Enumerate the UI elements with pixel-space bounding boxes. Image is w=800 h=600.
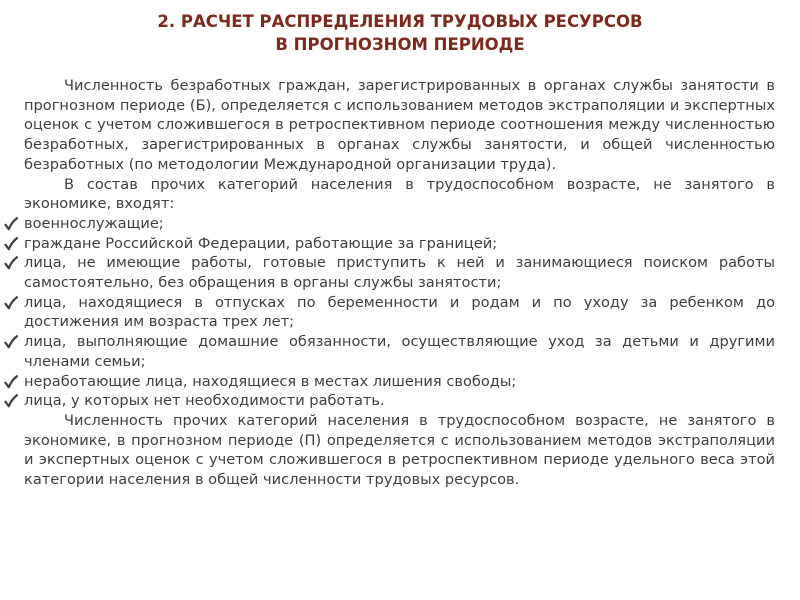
- list-item: [24, 372, 775, 392]
- list-item-text: граждане Российской Федерации, работающие за границей;: [24, 234, 498, 252]
- list-item: [24, 332, 775, 371]
- list-item: [24, 293, 775, 332]
- list-item-text: неработающие лица, находящиеся в местах лишения свободы;: [24, 372, 517, 390]
- list-item-text: лица, находящиеся в отпусках по беременности и родам и по уходу за ребенком до достижения им возраста трех лет;: [24, 293, 775, 331]
- checkmark-icon: [4, 237, 18, 251]
- list-item-text: лица, не имеющие работы, готовые приступить к ней и занимающиеся поиском работы самостоятельно, без обращения в органы службы занятости;: [24, 254, 775, 292]
- checkmark-icon: [4, 296, 18, 310]
- list-item: [24, 391, 775, 411]
- checkmark-icon: [4, 335, 18, 349]
- paragraph-other-categories: Численность прочих категорий населения в трудоспособном возрасте, не занятого в экономике, в прогнозном периоде (П) определяется с использованием методов экстраполяции и экспертных оценок с учетом сложившегося в ретроспективном периоде удельного веса этой категории населения в общей численности трудовых ресурсов.: [24, 411, 775, 489]
- checkmark-icon: [4, 217, 18, 231]
- list-item-text: военнослужащие;: [24, 214, 164, 232]
- paragraph-unemployed: Численность безработных граждан, зарегистрированных в органах службы занятости в прогнозном периоде (Б), определяется с использованием методов экстраполяции и экспертных оценок с учетом сложившегося в ретроспективном периоде соотношения между численностью безработных, зарегистрированных в органах службы занятости, и общей численностью безработных (по методологии Международной организации труда).: [24, 77, 775, 173]
- slide-content: [0, 76, 800, 490]
- list-item-text: лица, у которых нет необходимости работать.: [24, 392, 385, 410]
- list-item-text: лица, выполняющие домашние обязанности, осуществляющие уход за детьми и другими членами семьи;: [24, 333, 775, 370]
- checkmark-icon: [4, 375, 18, 389]
- slide-title: [0, 10, 800, 56]
- title-line-2: В ПРОГНОЗНОМ ПЕРИОДЕ: [275, 35, 525, 54]
- list-item: [24, 253, 775, 292]
- list-item: [24, 234, 775, 254]
- checkmark-icon: [4, 394, 18, 408]
- checkmark-icon: [4, 256, 18, 270]
- categories-list: [0, 214, 800, 411]
- title-line-1: 2. РАСЧЕТ РАСПРЕДЕЛЕНИЯ ТРУДОВЫХ РЕСУРСОВ: [157, 12, 643, 31]
- list-item: [24, 214, 775, 234]
- paragraph-categories-intro: В состав прочих категорий населения в трудоспособном возрасте, не занятого в экономике, входят:: [24, 175, 775, 213]
